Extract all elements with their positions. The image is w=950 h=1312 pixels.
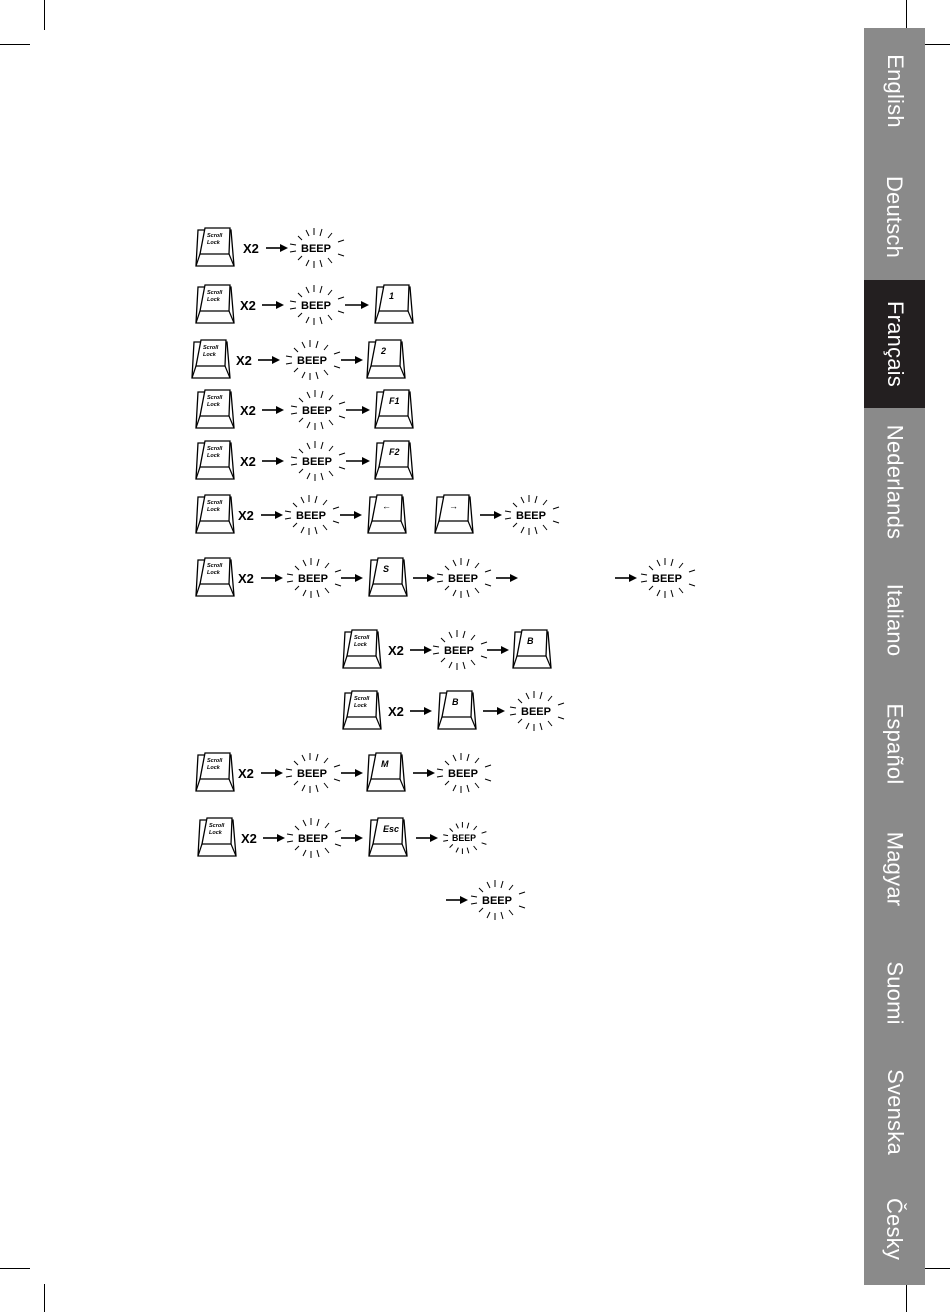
key-label: B — [452, 697, 459, 707]
beep-burst — [291, 390, 345, 430]
key-label: Scroll — [207, 758, 223, 764]
key-label: Lock — [207, 765, 220, 771]
arrow-right-icon — [341, 769, 363, 777]
arrow-right-icon — [413, 574, 435, 582]
arrow-right-icon — [446, 896, 468, 904]
key-label: Lock — [354, 703, 367, 709]
tab-label: Español — [882, 703, 908, 785]
sequence-row — [0, 228, 860, 288]
key-right-arrow — [435, 495, 473, 533]
sequence-row-graphic — [0, 495, 860, 555]
key-label: → — [449, 501, 458, 511]
scroll-lock-key — [196, 495, 234, 533]
crop-mark — [44, 1284, 45, 1312]
arrow-right-icon — [263, 834, 285, 842]
times-two-label: X2 — [238, 571, 254, 586]
beep-label: BEEP — [297, 355, 327, 367]
key-label: F1 — [389, 396, 400, 406]
times-two-label: X2 — [236, 353, 252, 368]
sequence-row — [0, 630, 860, 690]
key-label: Lock — [207, 453, 220, 459]
crop-mark — [906, 0, 907, 28]
crop-mark — [925, 1268, 950, 1269]
scroll-lock-key — [196, 390, 234, 428]
arrow-right-icon — [341, 356, 363, 364]
sequence-row — [0, 441, 860, 501]
tab-italiano[interactable] — [864, 556, 925, 684]
key-s — [369, 558, 407, 596]
tab-label: Suomi — [882, 961, 908, 1025]
sequence-row-graphic — [0, 558, 860, 618]
sequence-row — [0, 753, 860, 813]
beep-burst — [505, 495, 559, 535]
scroll-lock-key — [196, 753, 234, 791]
beep-label: BEEP — [301, 243, 331, 255]
arrow-right-icon — [480, 511, 502, 519]
key-label: Lock — [207, 240, 220, 246]
key-b — [513, 630, 551, 668]
beep-burst — [641, 558, 695, 598]
sequence-row — [0, 558, 860, 618]
sequence-row-graphic — [0, 228, 860, 288]
beep-burst — [433, 630, 487, 670]
scroll-lock-key — [198, 818, 236, 856]
key-label: Scroll — [354, 635, 370, 641]
sequence-row — [0, 691, 860, 751]
arrow-right-icon — [346, 406, 370, 414]
beep-label: BEEP — [452, 833, 476, 844]
beep-burst — [286, 753, 340, 793]
key-label: 2 — [381, 346, 387, 356]
beep-burst — [285, 495, 339, 535]
scroll-lock-key — [343, 630, 381, 668]
crop-mark — [0, 1268, 30, 1269]
tab-english[interactable] — [864, 28, 925, 153]
sequence-row-graphic — [0, 880, 860, 940]
key-esc — [369, 818, 407, 856]
tab-label: Deutsch — [882, 175, 908, 258]
key-one — [375, 285, 413, 323]
key-label: Scroll — [209, 823, 225, 829]
beep-burst — [290, 285, 344, 325]
beep-label: BEEP — [301, 300, 331, 312]
key-label: Scroll — [354, 696, 370, 702]
beep-burst — [437, 558, 491, 598]
times-two-label: X2 — [241, 831, 257, 846]
key-m — [367, 753, 405, 791]
key-f1 — [375, 390, 413, 428]
key-f2 — [375, 441, 413, 479]
key-label: F2 — [389, 447, 400, 457]
language-tab-bar — [864, 28, 925, 1285]
arrow-right-icon — [487, 646, 509, 654]
beep-label: BEEP — [652, 573, 682, 585]
tab-deutsch[interactable] — [864, 153, 925, 280]
key-label: Lock — [203, 352, 216, 358]
scroll-lock-key — [192, 340, 230, 378]
sequence-row-graphic — [0, 753, 860, 813]
arrow-right-icon — [496, 574, 518, 582]
tab-label: Česky — [882, 1197, 908, 1260]
key-label: Lock — [354, 642, 367, 648]
beep-burst — [471, 880, 525, 920]
times-two-label: X2 — [388, 704, 404, 719]
tab-suomi[interactable] — [864, 934, 925, 1052]
arrow-right-icon — [262, 406, 284, 414]
crop-mark — [925, 44, 950, 45]
arrow-right-icon — [615, 574, 637, 582]
sequence-row — [0, 880, 860, 940]
tab-nederlands[interactable] — [864, 408, 925, 556]
beep-label: BEEP — [296, 510, 326, 522]
beep-burst — [286, 340, 340, 380]
key-label: Lock — [207, 297, 220, 303]
times-two-label: X2 — [240, 454, 256, 469]
key-label: Scroll — [207, 563, 223, 569]
sequence-row — [0, 818, 860, 878]
sequence-row-graphic — [0, 818, 860, 878]
arrow-right-icon — [346, 457, 370, 465]
tab-label: Svenska — [882, 1069, 908, 1155]
sequence-row-graphic — [0, 691, 860, 751]
beep-label: BEEP — [448, 768, 478, 780]
arrow-right-icon — [341, 834, 363, 842]
key-label: Scroll — [207, 446, 223, 452]
beep-label: BEEP — [521, 706, 551, 718]
tab-svenska[interactable] — [864, 1052, 925, 1172]
times-two-label: X2 — [240, 298, 256, 313]
crop-mark — [44, 0, 45, 30]
times-two-label: X2 — [238, 508, 254, 523]
beep-burst — [437, 753, 491, 793]
beep-burst — [287, 818, 341, 858]
key-label: Scroll — [207, 290, 223, 296]
key-label: Scroll — [207, 500, 223, 506]
arrow-right-icon — [345, 301, 369, 309]
beep-label: BEEP — [444, 645, 474, 657]
arrow-right-icon — [261, 511, 283, 519]
beep-label: BEEP — [302, 405, 332, 417]
beep-burst — [510, 691, 564, 731]
times-two-label: X2 — [243, 241, 259, 256]
arrow-right-icon — [410, 707, 432, 715]
sequence-row-graphic — [0, 441, 860, 501]
sequence-row-graphic — [0, 630, 860, 690]
sequence-row-graphic — [0, 285, 860, 345]
key-label: Lock — [207, 507, 220, 513]
scroll-lock-key — [196, 228, 234, 266]
beep-label: BEEP — [298, 833, 328, 845]
tab-espanol[interactable] — [864, 684, 925, 804]
arrow-right-icon — [410, 646, 432, 654]
arrow-right-icon — [262, 457, 284, 465]
arrow-right-icon — [266, 244, 288, 252]
tab-label: Français — [882, 301, 908, 387]
sequence-row — [0, 285, 860, 345]
beep-burst — [290, 228, 344, 268]
times-two-label: X2 — [240, 403, 256, 418]
key-two — [367, 340, 405, 378]
key-label: 1 — [389, 291, 395, 301]
arrow-right-icon — [262, 301, 284, 309]
arrow-right-icon — [416, 834, 438, 842]
crop-mark — [906, 1285, 907, 1312]
tab-label: Nederlands — [882, 424, 908, 540]
key-label: Scroll — [203, 345, 219, 351]
beep-label: BEEP — [516, 510, 546, 522]
scroll-lock-key — [196, 285, 234, 323]
beep-label: BEEP — [448, 573, 478, 585]
key-label: M — [381, 759, 389, 769]
key-b — [438, 691, 476, 729]
beep-label: BEEP — [298, 573, 328, 585]
arrow-right-icon — [483, 707, 505, 715]
scroll-lock-key — [343, 691, 381, 729]
beep-burst — [443, 822, 486, 854]
key-label: Lock — [207, 402, 220, 408]
arrow-right-icon — [261, 769, 283, 777]
key-label: Scroll — [207, 233, 223, 239]
key-label: B — [527, 636, 534, 646]
arrow-right-icon — [413, 769, 435, 777]
key-left-arrow — [368, 495, 406, 533]
tab-francais[interactable] — [864, 280, 925, 408]
arrow-right-icon — [258, 356, 280, 364]
scroll-lock-key — [196, 558, 234, 596]
arrow-right-icon — [340, 511, 362, 519]
crop-mark — [0, 44, 30, 45]
sequence-row — [0, 495, 860, 555]
key-label: Lock — [207, 570, 220, 576]
tab-magyar[interactable] — [864, 804, 925, 934]
arrow-right-icon — [341, 574, 363, 582]
arrow-right-icon — [261, 574, 283, 582]
key-label: ← — [382, 501, 391, 511]
key-label: S — [383, 564, 390, 574]
scroll-lock-key — [196, 441, 234, 479]
beep-label: BEEP — [482, 895, 512, 907]
tab-label: Magyar — [882, 831, 908, 907]
beep-label: BEEP — [302, 456, 332, 468]
beep-burst — [287, 558, 341, 598]
times-two-label: X2 — [238, 766, 254, 781]
beep-label: BEEP — [297, 768, 327, 780]
tab-cesky[interactable] — [864, 1172, 925, 1285]
key-label: Lock — [209, 830, 222, 836]
tab-label: English — [882, 53, 908, 128]
key-label: Esc — [383, 824, 400, 834]
times-two-label: X2 — [388, 643, 404, 658]
beep-burst — [291, 441, 345, 481]
tab-label: Italiano — [882, 583, 908, 657]
key-label: Scroll — [207, 395, 223, 401]
